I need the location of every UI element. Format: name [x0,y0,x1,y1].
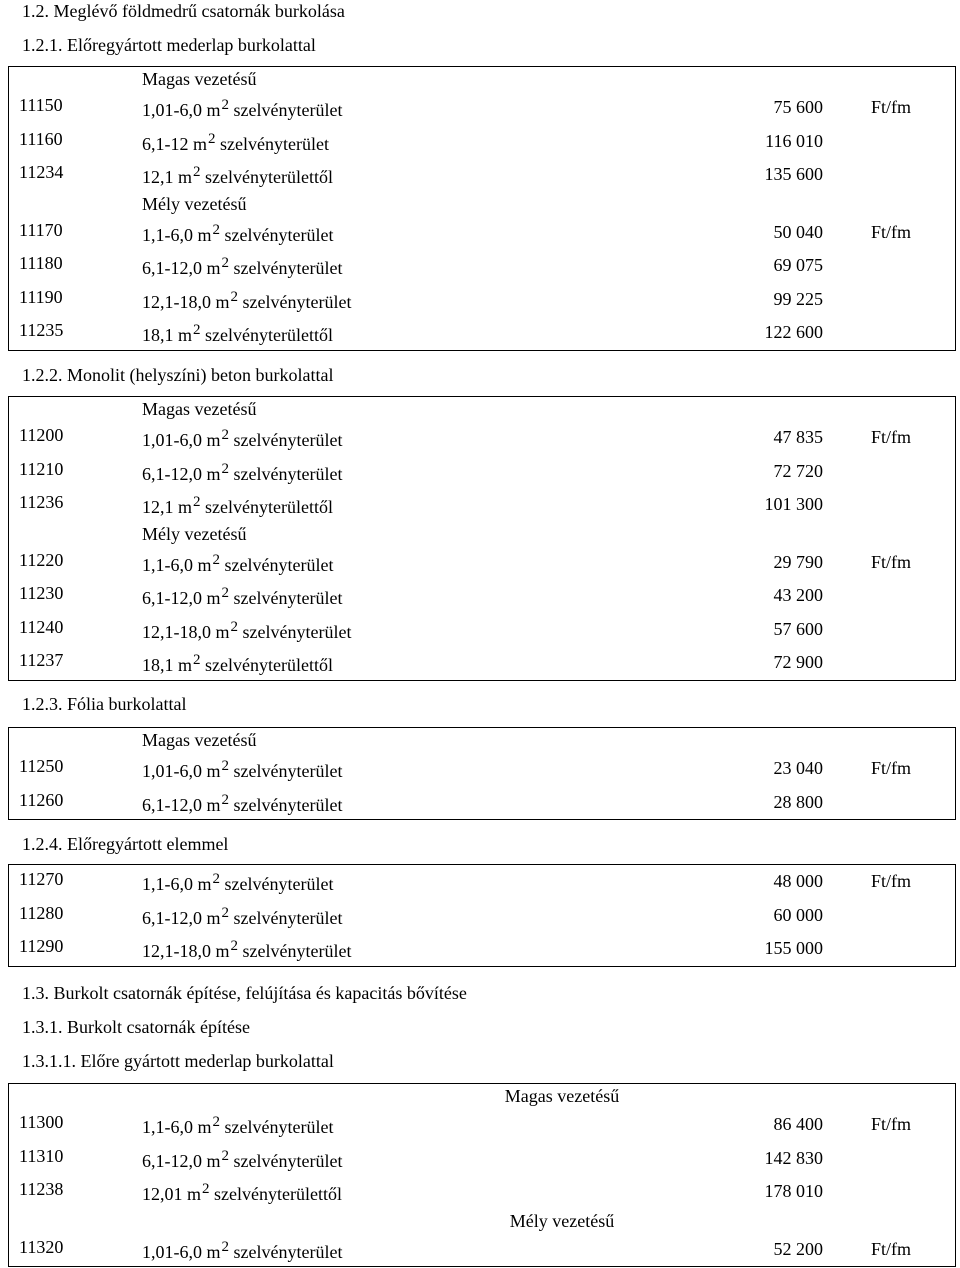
table-row [9,932,955,966]
item-code: 11190 [19,286,63,307]
table-row [9,899,955,933]
item-description: 1,01-6,0 $m^2$ szelvényterület [142,97,343,120]
table-row [9,488,955,522]
table-row [9,283,955,317]
item-description: 12,1-18,0 $m^2$ szelvényterület [142,618,352,642]
group-label-row [9,1084,955,1108]
item-code: 11300 [19,1112,64,1132]
item-price: 99 225 [773,288,823,309]
table-row [9,455,955,489]
section-heading-1-2: 1.2. Meglévő földmedrű csatornák burkolása [22,1,345,21]
item-code: 11250 [19,756,64,776]
item-price: 178 010 [764,1181,823,1201]
table-row [9,158,955,192]
item-code: 11310 [19,1145,64,1166]
group-label-row [9,397,955,421]
section-heading-1-2-1: 1.2.1. Előregyártott mederlap burkolattal [22,35,316,55]
item-description: 1,01-6,0 $m^2$ szelvényterület [142,427,343,450]
item-price: 155 000 [764,938,823,958]
table-row [9,316,955,350]
item-code: 11220 [19,549,64,570]
item-description: 6,1-12,0 $m^2$ szelvényterület [142,904,343,928]
table-row [9,421,955,455]
table-row [9,1142,955,1176]
item-code: 11236 [19,492,64,512]
group-label-magas: Magas vezetésű [142,399,257,419]
price-table-1-2-3 [8,727,956,820]
item-code: 11290 [19,936,64,956]
item-price: 52 200 [773,1238,823,1259]
item-price: 50 040 [773,221,823,242]
item-description: 1,01-6,0 $m^2$ szelvényterület [142,758,343,781]
item-code: 11170 [19,219,63,240]
group-label-magas: Magas vezetésű [504,1086,620,1106]
item-description: 12,1 $m^2$ szelvényterülettől [142,164,333,187]
table-row [9,216,955,250]
table-row [9,1233,955,1267]
table-row [9,125,955,159]
section-heading-1-2-2: 1.2.2. Monolit (helyszíni) beton burkolattal [22,365,334,385]
item-code: 11200 [19,425,64,445]
item-description: 18,1 $m^2$ szelvényterülettől [142,652,333,675]
table-row [9,546,955,580]
item-code: 11238 [19,1179,64,1199]
item-code: 11260 [19,789,64,810]
item-code: 11180 [19,253,63,273]
group-label-row [9,192,955,216]
item-code: 11320 [19,1236,64,1257]
item-price: 122 600 [764,322,823,342]
item-price: 57 600 [773,618,823,639]
item-price: 48 000 [773,871,823,891]
section-heading-1-3: 1.3. Burkolt csatornák építése, felújítása és kapacitás bővítése [22,983,467,1003]
section-heading-1-2-4: 1.2.4. Előregyártott elemmel [22,834,229,854]
item-price: 75 600 [773,97,823,117]
item-description: 6,1-12,0 $m^2$ szelvényterület [142,791,343,815]
item-price: 116 010 [765,130,823,151]
item-code: 11237 [19,650,64,670]
item-description: 6,1-12,0 $m^2$ szelvényterület [142,460,343,484]
item-unit: Ft/fm [871,758,912,778]
item-description: 1,1-6,0 $m^2$ szelvényterület [142,1114,334,1137]
item-description: 6,1-12,0 $m^2$ szelvényterület [142,585,343,608]
group-label-row [9,522,955,546]
item-price: 23 040 [773,758,823,778]
group-label-row [9,1209,955,1233]
item-price: 135 600 [764,164,823,184]
group-label-magas: Magas vezetésű [142,730,257,750]
price-table-1-2-4 [8,864,956,967]
item-price: 69 075 [773,255,823,275]
item-unit: Ft/fm [871,1238,912,1259]
table-row [9,1108,955,1142]
item-price: 28 800 [773,791,823,812]
item-price: 101 300 [764,494,823,514]
item-description: 12,1-18,0 $m^2$ szelvényterület [142,288,352,312]
item-description: 12,01 $m^2$ szelvényterülettől [142,1181,342,1204]
section-heading-1-3-1-1: 1.3.1.1. Előre gyártott mederlap burkolattal [22,1051,334,1071]
item-description: 6,1-12,0 $m^2$ szelvényterület [142,255,343,278]
group-label-magas: Magas vezetésű [142,69,257,89]
table-row [9,249,955,283]
group-label-mely: Mély vezetésű [509,1210,615,1231]
table-row [9,646,955,680]
item-description: 18,1 $m^2$ szelvényterülettől [142,322,333,345]
group-label-mely: Mély vezetésű [142,193,247,214]
table-row [9,752,955,786]
item-unit: Ft/fm [871,221,912,242]
item-unit: Ft/fm [871,551,912,572]
item-code: 11210 [19,458,64,479]
table-row [9,579,955,613]
item-description: 6,1-12,0 $m^2$ szelvényterület [142,1147,343,1171]
section-heading-1-3-1: 1.3.1. Burkolt csatornák építése [22,1017,250,1037]
item-description: 12,1 $m^2$ szelvényterülettől [142,494,333,517]
group-label-row [9,67,955,91]
item-price: 86 400 [773,1114,823,1134]
item-description: 1,1-6,0 $m^2$ szelvényterület [142,551,334,575]
item-description: 1,1-6,0 $m^2$ szelvényterület [142,871,334,894]
item-code: 11280 [19,902,64,923]
item-code: 11270 [19,869,64,889]
item-price: 72 900 [773,652,823,672]
item-code: 11230 [19,583,64,603]
item-price: 142 830 [764,1147,823,1168]
price-table-1-2-2 [8,396,956,681]
item-code: 11234 [19,162,64,182]
table-row [9,91,955,125]
item-description: 12,1-18,0 $m^2$ szelvényterület [142,938,352,961]
item-unit: Ft/fm [871,97,912,117]
table-row [9,786,955,820]
price-table-1-3-1-1 [8,1083,956,1267]
item-price: 29 790 [773,551,823,572]
item-unit: Ft/fm [871,427,912,447]
item-code: 11235 [19,320,64,340]
section-heading-1-2-3: 1.2.3. Fólia burkolattal [22,694,187,714]
item-price: 72 720 [773,460,823,481]
item-code: 11150 [19,95,63,115]
item-unit: Ft/fm [871,1114,912,1134]
item-price: 47 835 [773,427,823,447]
price-table-1-2-1 [8,66,956,351]
table-row [9,613,955,647]
item-description: 1,1-6,0 $m^2$ szelvényterület [142,221,334,245]
group-label-row [9,728,955,752]
item-price: 60 000 [773,904,823,925]
table-row [9,865,955,899]
item-description: 6,1-12 $m^2$ szelvényterület [142,130,329,154]
item-description: 1,01-6,0 $m^2$ szelvényterület [142,1238,343,1262]
group-label-mely: Mély vezetésű [142,523,247,544]
item-price: 43 200 [773,585,823,605]
item-unit: Ft/fm [871,871,912,891]
table-row [9,1175,955,1209]
item-code: 11240 [19,616,64,637]
item-code: 11160 [19,128,63,149]
